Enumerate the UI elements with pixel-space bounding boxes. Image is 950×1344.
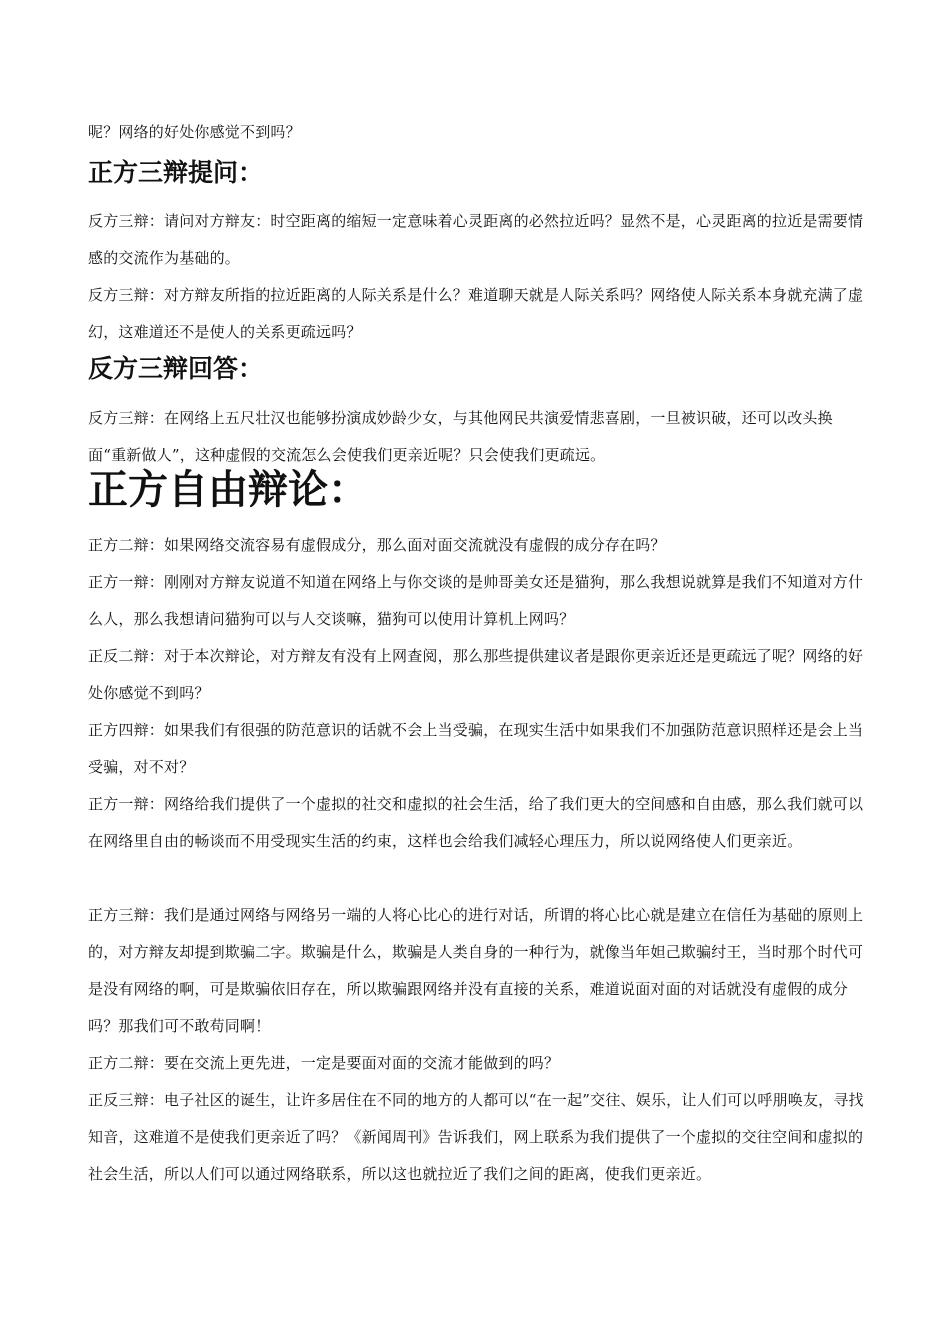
debate-paragraph-1: 正方二辩：如果网络交流容易有虚假成分，那么面对面交流就没有虚假的成分存在吗？ <box>88 536 666 554</box>
answer-paragraph-1: 反方三辩：在网络上五尺壮汉也能够扮演成妙龄少女，与其他网民共演爱情悲喜剧，一旦被识破，还可以改头换面“重新做人”，这种虚假的交流怎么会使我们更亲近呢？只会使我们更疏远。 <box>88 409 833 464</box>
debate-paragraph-3: 正反二辩：对于本次辩论，对方辩友有没有上网查阅，那么那些提供建议者是跟你更亲近还是更疏远了呢？网络的好处你感觉不到吗？ <box>88 647 864 702</box>
debate-paragraph-6: 正方三辩：我们是通过网络与网络另一端的人将心比心的进行对话，所谓的将心比心就是建立在信任为基础的原则上的，对方辩友却提到欺骗二字。欺骗是什么，欺骗是人类自身的一种行为，就像当年妲己欺骗纣王，当时那个时代可是没有网络的啊，可是欺骗依旧存在，所以欺骗跟网络并没有直接的关系，难道说面对面的对话就没有虚假的成分吗？那我们可不敢苟同啊！ <box>88 906 864 1035</box>
section-heading-questioning: 正方三辩提问： <box>88 158 264 187</box>
questioning-paragraph-2: 反方三辩：对方辩友所指的拉近距离的人际关系是什么？难道聊天就是人际关系吗？网络使人际关系本身就充满了虚幻，这难道还不是使人的关系更疏远吗？ <box>88 286 864 341</box>
debate-paragraph-5: 正方一辩：网络给我们提供了一个虚拟的社交和虚拟的社会生活，给了我们更大的空间感和自由感，那么我们就可以在网络里自由的畅谈而不用受现实生活的约束，这样也会给我们减轻心理压力，所以说网络使人们更亲近。 <box>88 795 864 850</box>
section-heading-free-debate: 正方自由辩论： <box>88 466 368 513</box>
debate-paragraph-8: 正反三辩：电子社区的诞生，让许多居住在不同的地方的人都可以“在一起”交往、娱乐，让人们可以呼朋唤友，寻找知音，这难道不是使我们更亲近了吗？《新闻周刊》告诉我们，网上联系为我们提供了一个虚拟的交往空间和虚拟的社会生活，所以人们可以通过网络联系，所以这也就拉近了我们之间的距离，使我们更亲近。 <box>88 1091 864 1183</box>
debate-paragraph-4: 正方四辩：如果我们有很强的防范意识的话就不会上当受骗，在现实生活中如果我们不加强防范意识照样还是会上当受骗，对不对？ <box>88 721 864 776</box>
section-heading-answer: 反方三辩回答： <box>88 354 264 383</box>
continuation-paragraph: 呢？网络的好处你感觉不到吗？ <box>88 123 301 141</box>
questioning-paragraph-1: 反方三辩：请问对方辩友：时空距离的缩短一定意味着心灵距离的必然拉近吗？显然不是，心灵距离的拉近是需要情感的交流作为基础的。 <box>88 212 864 267</box>
debate-paragraph-2: 正方一辩：刚刚对方辩友说道不知道在网络上与你交谈的是帅哥美女还是猫狗，那么我想说就算是我们不知道对方什么人，那么我想请问猫狗可以与人交谈嘛，猫狗可以使用计算机上网吗？ <box>88 573 864 628</box>
debate-paragraph-7: 正方二辩：要在交流上更先进，一定是要面对面的交流才能做到的吗？ <box>88 1054 560 1072</box>
